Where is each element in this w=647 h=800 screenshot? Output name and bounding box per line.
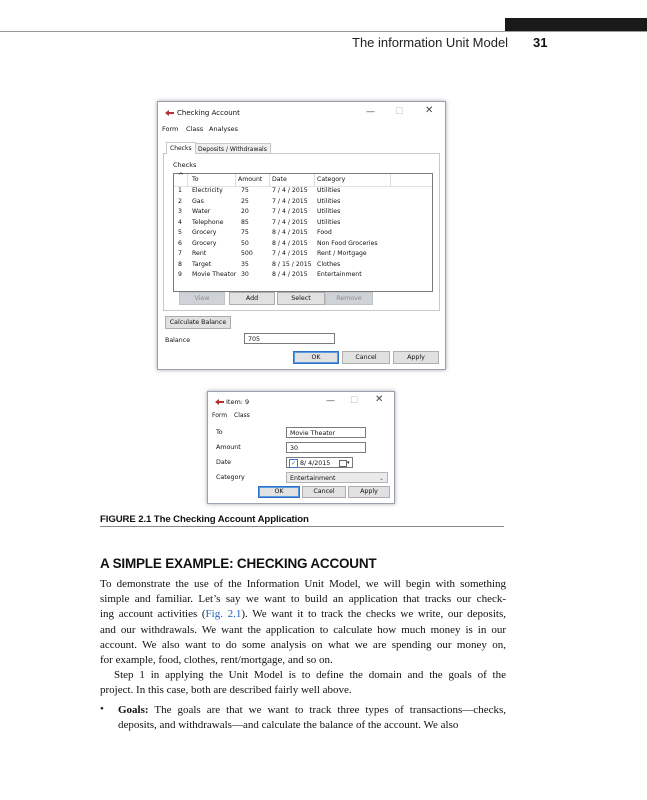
apply-button[interactable]: Apply	[393, 351, 439, 364]
table-row[interactable]	[174, 186, 432, 196]
table-row[interactable]	[174, 239, 432, 249]
cell-to: Water	[192, 208, 211, 215]
window-title: Checking Account	[177, 109, 240, 117]
table-row[interactable]	[174, 207, 432, 217]
group-label: Checks	[173, 161, 197, 169]
item-window	[207, 391, 395, 504]
cell-to: Rent	[192, 250, 207, 257]
checks-grid[interactable]	[173, 173, 433, 292]
cell-to: Telephone	[192, 218, 224, 226]
minimize-icon[interactable]: —	[326, 396, 335, 406]
tab-deposits-withdrawals[interactable]: Deposits / Withdrawals	[194, 143, 271, 155]
cell-date: 7 / 4 / 2015	[272, 218, 308, 226]
cell-to: Grocery	[192, 229, 217, 236]
row-number: 4	[178, 218, 182, 226]
add-button[interactable]: Add	[229, 292, 275, 305]
menu-class[interactable]: Class	[234, 412, 250, 419]
to-label: To	[216, 429, 223, 436]
text-line: project. In this case, both are described fairly well above.	[100, 684, 352, 697]
cell-amount: 75	[241, 229, 249, 236]
category-select[interactable]	[286, 472, 388, 483]
ok-button[interactable]: OK	[293, 351, 339, 364]
cell-date: 8 / 4 / 2015	[272, 229, 308, 236]
cell-category: Non Food Groceries	[317, 239, 378, 247]
cell-category: Entertainment	[317, 271, 362, 278]
view-button[interactable]: View	[179, 292, 225, 305]
table-row[interactable]	[174, 228, 432, 238]
close-icon[interactable]: ✕	[375, 394, 384, 405]
text-line: for example, food, clothes, rent/mortgage, and so on.	[100, 653, 333, 666]
date-label: Date	[216, 459, 232, 466]
figure-caption: FIGURE 2.1 The Checking Account Application	[100, 514, 309, 525]
cell-amount: 50	[241, 239, 249, 247]
running-title: The information Unit Model	[352, 35, 509, 50]
col-header-date[interactable]: Date	[272, 176, 287, 183]
cell-amount: 25	[241, 197, 249, 205]
col-separator	[235, 174, 236, 186]
col-header-to[interactable]: To	[192, 176, 199, 183]
cell-category: Utilities	[317, 197, 341, 205]
checking-account-window	[157, 101, 446, 370]
col-separator	[314, 174, 315, 186]
cell-category: Utilities	[317, 208, 341, 215]
bullet-lead: Goals:	[118, 704, 149, 716]
cancel-button[interactable]: Cancel	[342, 351, 390, 364]
close-icon[interactable]: ✕	[425, 105, 434, 116]
category-value: Entertainment	[290, 475, 336, 482]
col-separator	[187, 174, 188, 186]
app-icon	[164, 109, 175, 117]
text-fragment: The goals are that we want to track three types of transactions—checks,	[148, 704, 506, 716]
menu-analyses[interactable]: Analyses	[209, 125, 238, 133]
table-row[interactable]	[174, 197, 432, 207]
col-separator	[269, 174, 270, 186]
table-row[interactable]	[174, 270, 432, 280]
header-rule	[0, 31, 647, 32]
cell-amount: 30	[241, 271, 249, 278]
sort-indicator: ^	[178, 172, 184, 180]
text-line: and our withdrawals. We want the application to calculate how much money is in our	[100, 623, 506, 636]
menu-form[interactable]: Form	[212, 412, 228, 419]
col-header-category[interactable]: Category	[317, 176, 346, 183]
date-checkbox-icon[interactable]: ✓	[290, 460, 297, 467]
amount-field[interactable]: 30	[286, 442, 366, 453]
row-number: 6	[178, 239, 182, 247]
paragraph	[100, 668, 506, 698]
page-number: 31	[533, 35, 548, 50]
tab-checks[interactable]: Checks	[166, 142, 196, 154]
bullet-item	[118, 703, 506, 733]
remove-button[interactable]: Remove	[325, 292, 373, 305]
text-line: To demonstrate the use of the Information Unit Model, we will begin with something	[100, 578, 506, 590]
apply-button[interactable]: Apply	[348, 486, 390, 498]
maximize-icon[interactable]: ☐	[350, 396, 359, 406]
caption-rule	[100, 526, 504, 527]
cell-to: Electricity	[192, 187, 223, 194]
text-fragment: ). We want it to track the checks we write, our deposits,	[241, 608, 506, 621]
checks-tab-pane	[163, 153, 440, 311]
cell-to: Grocery	[192, 239, 217, 247]
table-row[interactable]	[174, 218, 432, 228]
row-number: 1	[178, 187, 182, 194]
app-icon	[214, 398, 225, 406]
cell-to: Gas	[192, 197, 204, 205]
cell-amount: 35	[241, 260, 249, 268]
paragraph	[100, 577, 506, 668]
row-number: 2	[178, 197, 182, 205]
chevron-down-icon: ▾	[347, 460, 350, 466]
cell-category: Rent / Mortgage	[317, 250, 367, 257]
text-line: simple and familiar. Let’s say we want to build an application that tracks our check-	[100, 593, 506, 606]
window-title: Item: 9	[226, 398, 250, 406]
text-line: Step 1 in applying the Unit Model is to define the domain and the goals of the	[114, 669, 506, 681]
select-button[interactable]: Select	[277, 292, 325, 305]
cell-to: Movie Theator	[192, 271, 237, 278]
maximize-icon[interactable]: ☐	[395, 107, 404, 117]
cell-amount: 75	[241, 187, 249, 194]
balance-field[interactable]: 705	[244, 333, 335, 344]
cancel-button[interactable]: Cancel	[302, 486, 346, 498]
cell-category: Utilities	[317, 218, 341, 226]
to-field[interactable]: Movie Theator	[286, 427, 366, 438]
date-picker[interactable]	[286, 457, 353, 468]
row-number: 8	[178, 260, 182, 268]
row-number: 3	[178, 208, 182, 215]
cell-category: Utilities	[317, 187, 341, 194]
cell-date: 8 / 4 / 2015	[272, 239, 308, 247]
text-line: deposits, and withdrawals—and calculate the balance of the account. We also	[118, 719, 459, 732]
text-line: account. We also want to do some analysis on what we are spending our money on,	[100, 638, 506, 651]
balance-label: Balance	[165, 337, 191, 344]
cell-amount: 85	[241, 218, 249, 226]
row-number: 7	[178, 250, 182, 257]
category-label: Category	[216, 474, 245, 481]
cell-amount: 500	[241, 250, 253, 257]
table-row[interactable]	[174, 260, 432, 270]
text-fragment: ing account activities (	[100, 608, 206, 621]
header-bar	[505, 18, 647, 31]
calculate-balance-button[interactable]: Calculate Balance	[165, 316, 231, 329]
table-row[interactable]	[174, 249, 432, 259]
text-line	[100, 607, 506, 622]
col-separator	[390, 174, 391, 186]
calendar-dropdown-icon[interactable]	[339, 460, 347, 467]
cell-category: Clothes	[317, 260, 341, 268]
ok-button[interactable]: OK	[258, 486, 300, 498]
cell-date: 7 / 4 / 2015	[272, 187, 308, 194]
cell-date: 8 / 15 / 2015	[272, 260, 312, 268]
minimize-icon[interactable]: —	[366, 107, 375, 117]
cell-date: 7 / 4 / 2015	[272, 208, 308, 215]
menu-form[interactable]: Form	[162, 125, 179, 133]
chevron-down-icon: ⌄	[378, 475, 384, 482]
figure-link[interactable]: Fig. 2.1	[205, 608, 242, 621]
menu-class[interactable]: Class	[186, 125, 204, 133]
cell-date: 7 / 4 / 2015	[272, 197, 308, 205]
section-heading: A SIMPLE EXAMPLE: CHECKING ACCOUNT	[100, 556, 377, 571]
text-line	[118, 703, 506, 718]
row-number: 9	[178, 271, 182, 278]
cell-to: Target	[192, 260, 212, 268]
bullet-symbol: •	[100, 703, 104, 715]
col-header-amount[interactable]: Amount	[238, 176, 263, 183]
amount-label: Amount	[216, 444, 241, 451]
cell-amount: 20	[241, 208, 249, 215]
cell-date: 8 / 4 / 2015	[272, 271, 308, 278]
row-number: 5	[178, 229, 182, 236]
date-value: 8/ 4/2015	[300, 460, 331, 467]
cell-category: Food	[317, 229, 332, 236]
cell-date: 7 / 4 / 2015	[272, 250, 308, 257]
